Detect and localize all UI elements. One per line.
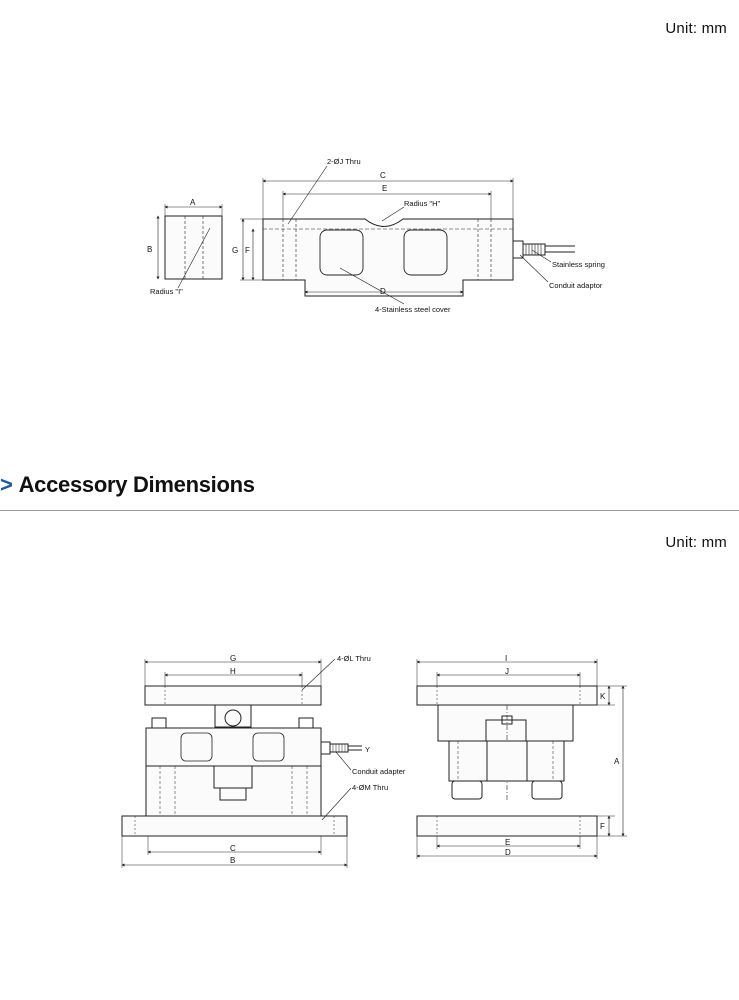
end-view-dim-a: A	[190, 198, 196, 207]
side-view-dim-f: F	[245, 246, 250, 255]
side-view-dim-c: C	[380, 171, 386, 180]
side-view-dim-d: D	[380, 287, 386, 296]
front-dim-g: G	[230, 654, 237, 663]
side-dim-j: J	[505, 667, 509, 676]
front-dim-y: Y	[365, 745, 371, 754]
front-dim-c: C	[230, 844, 236, 853]
side-dim-a: A	[614, 757, 620, 766]
loadcell-drawing	[0, 0, 739, 470]
side-dim-k: K	[600, 692, 606, 701]
side-view-radius-note: Radius "H"	[404, 199, 441, 208]
chevron-right-icon: >	[0, 472, 13, 497]
section-divider	[0, 510, 739, 511]
end-view	[158, 204, 222, 288]
accessory-front-view	[122, 659, 362, 868]
front-hole-top-note: 4-ØL Thru	[337, 654, 371, 663]
side-dim-f: F	[600, 822, 605, 831]
end-view-dim-b: B	[147, 245, 153, 254]
side-dim-d: D	[505, 848, 511, 857]
side-dim-i: I	[505, 654, 508, 663]
side-view-dim-e: E	[382, 184, 388, 193]
accessory-section-title	[0, 472, 255, 498]
end-view-radius-note: Radius "I"	[150, 287, 183, 296]
front-hole-bottom-note: 4-ØM Thru	[352, 783, 389, 792]
accessory-title-text: Accessory Dimensions	[18, 472, 255, 497]
front-dim-b: B	[230, 856, 236, 865]
side-view-dim-g: G	[232, 246, 239, 255]
front-dim-h: H	[230, 667, 236, 676]
side-view	[240, 166, 575, 304]
unit-label-top: Unit: mm	[665, 20, 727, 37]
side-dim-e: E	[505, 838, 511, 847]
accessory-side-view	[417, 659, 627, 859]
side-view-adaptor-note: Conduit adaptor	[549, 281, 603, 290]
front-adaptor-note: Conduit adapter	[352, 767, 406, 776]
side-view-cover-note: 4-Stainless steel cover	[375, 305, 451, 314]
side-view-hole-note: 2-ØJ Thru	[327, 157, 361, 166]
unit-label-accessory: Unit: mm	[665, 534, 727, 551]
side-view-spring-note: Stainless spring	[552, 260, 605, 269]
